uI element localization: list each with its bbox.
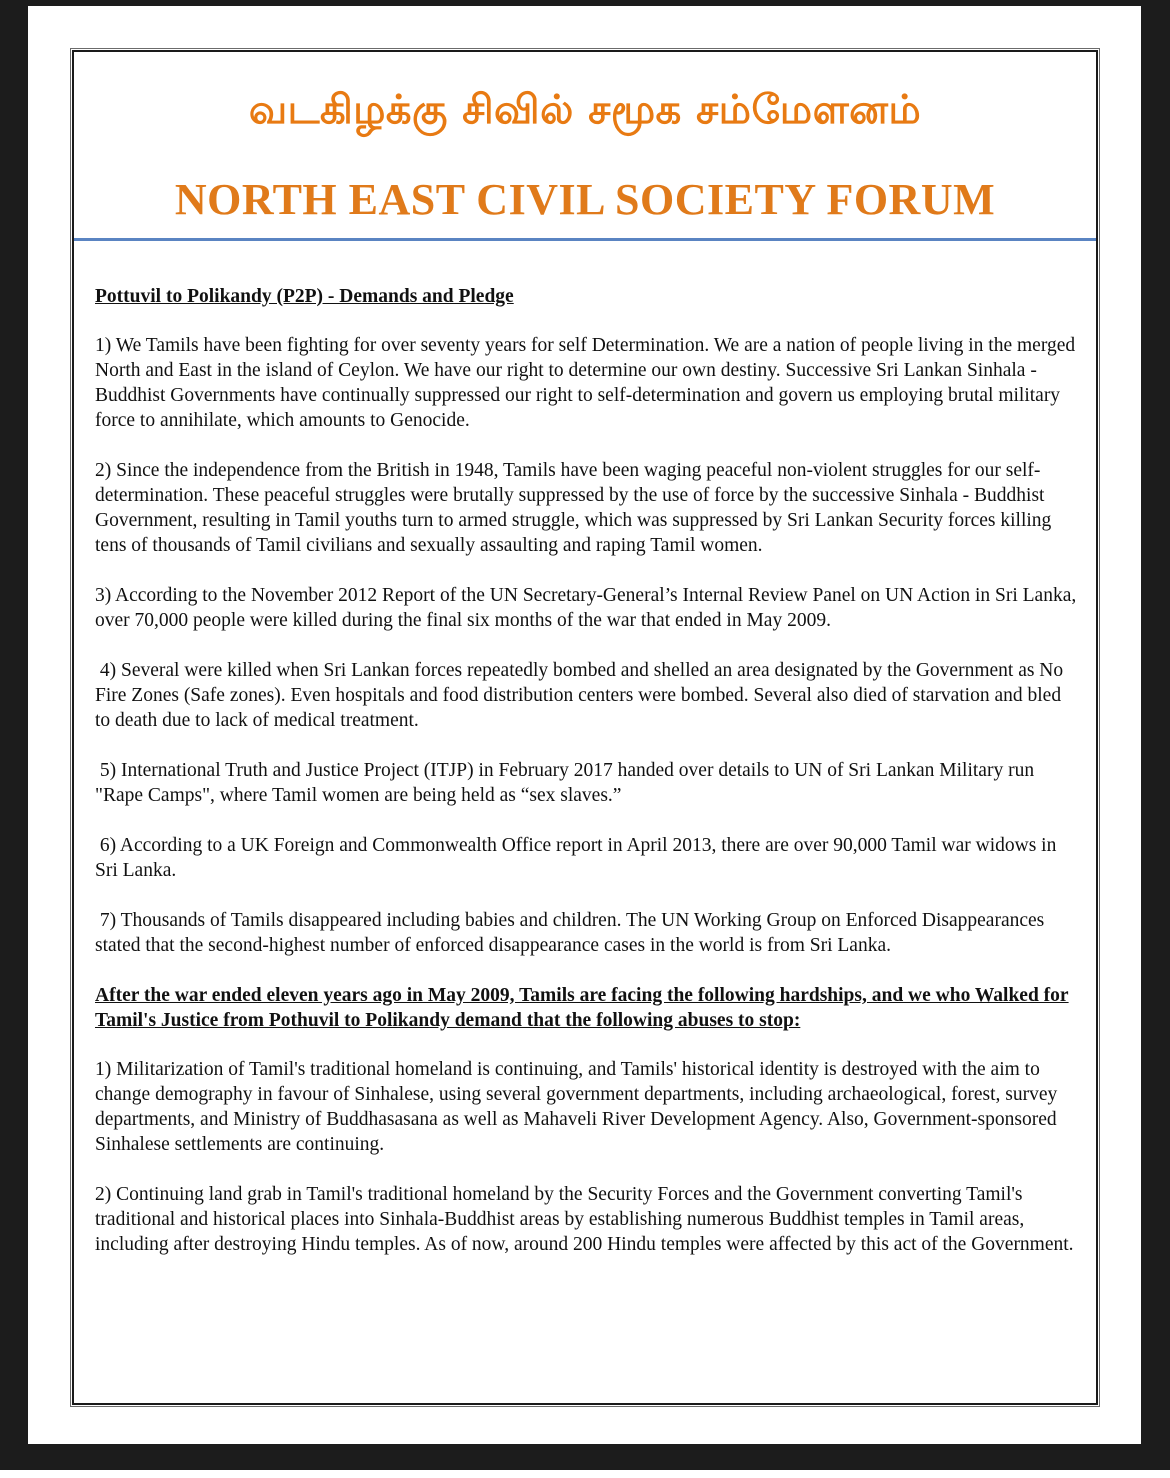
history-paragraph-4: 4) Several were killed when Sri Lankan forces repeatedly bombed and shelled an area designated by the Government as No Fire Zones (Safe zones). Even hospitals and food distribution centers were bombed. Several also died of starvation and bled to death due to lack of medical treatment. xyxy=(95,660,1069,731)
document-page xyxy=(28,6,1141,1444)
history-paragraph-3: 3) According to the November 2012 Report of the UN Secretary-General’s Internal Review Panel on UN Action in Sri Lanka, over 70,000 people were killed during the final six months of the war that ended in May 2009. xyxy=(95,585,1077,631)
english-title: NORTH EAST CIVIL SOCIETY FORUM xyxy=(174,175,996,224)
next-page-edge xyxy=(0,1470,1170,1478)
history-paragraph-7: 7) Thousands of Tamils disappeared including babies and children. The UN Working Group on Enforced Disappearances stated that the second-highest number of enforced disappearance cases in the world is from Sri Lanka. xyxy=(95,910,1050,956)
history-paragraph-5: 5) International Truth and Justice Project (ITJP) in February 2017 handed over details to UN of Sri Lankan Military run "Rape Camps", where Tamil women are being held as “sex slaves.” xyxy=(95,760,1039,806)
history-paragraph-2: 2) Since the independence from the British in 1948, Tamils have been waging peaceful non-violent struggles for our self-determination. These peaceful struggles were brutally suppressed by the use of force by the successive Sinhala - Buddhist Government, resulting in Tamil youths turn to armed struggle, which was suppressed by Sri Lankan Security forces killing tens of thousands of Tamil civilians and sexually assaulting and raping Tamil women. xyxy=(95,460,1052,556)
history-paragraph-6: 6) According to a UK Foreign and Commonwealth Office report in April 2013, there are over 90,000 Tamil war widows in Sri Lanka. xyxy=(95,835,1062,881)
document-body xyxy=(95,284,1080,1282)
header-divider xyxy=(74,238,1096,241)
demands-heading: After the war ended eleven years ago in May 2009, Tamils are facing the following hardships, and we who Walked for Tamil's Justice from Pothuvil to Polikandy demand that the following abuses to stop: xyxy=(95,985,1069,1031)
tamil-title: வடகிழக்கு சிவில் சமூக சம்மேளனம் xyxy=(248,87,922,133)
page-border-frame xyxy=(72,50,1098,1405)
document-heading: Pottuvil to Polikandy (P2P) - Demands and Pledge xyxy=(95,286,514,307)
letterhead xyxy=(74,52,1096,238)
demand-paragraph-1: 1) Militarization of Tamil's traditional homeland is continuing, and Tamils' historical identity is destroyed with the aim to change demography in favour of Sinhalese, using several government departments, including archaeological, forest, survey departments, and Ministry of Buddhasasana as well as Mahaveli River Development Agency. Also, Government-sponsored Sinhalese settlements are continuing. xyxy=(95,1059,1058,1155)
demand-paragraph-2: 2) Continuing land grab in Tamil's traditional homeland by the Security Forces and the Government converting Tamil's traditional and historical places into Sinhala-Buddhist areas by establishing numerous Buddhist temples in Tamil areas, including after destroying Hindu temples. As of now, around 200 Hindu temples were affected by this act of the Government. xyxy=(95,1184,1074,1255)
history-paragraph-1: 1) We Tamils have been fighting for over seventy years for self Determination. We are a nation of people living in the merged North and East in the island of Ceylon. We have our right to determine our own destiny. Successive Sri Lankan Sinhala - Buddhist Governments have continually suppressed our right to self-determination and govern us employing brutal military force to annihilate, which amounts to Genocide. xyxy=(95,335,1076,431)
